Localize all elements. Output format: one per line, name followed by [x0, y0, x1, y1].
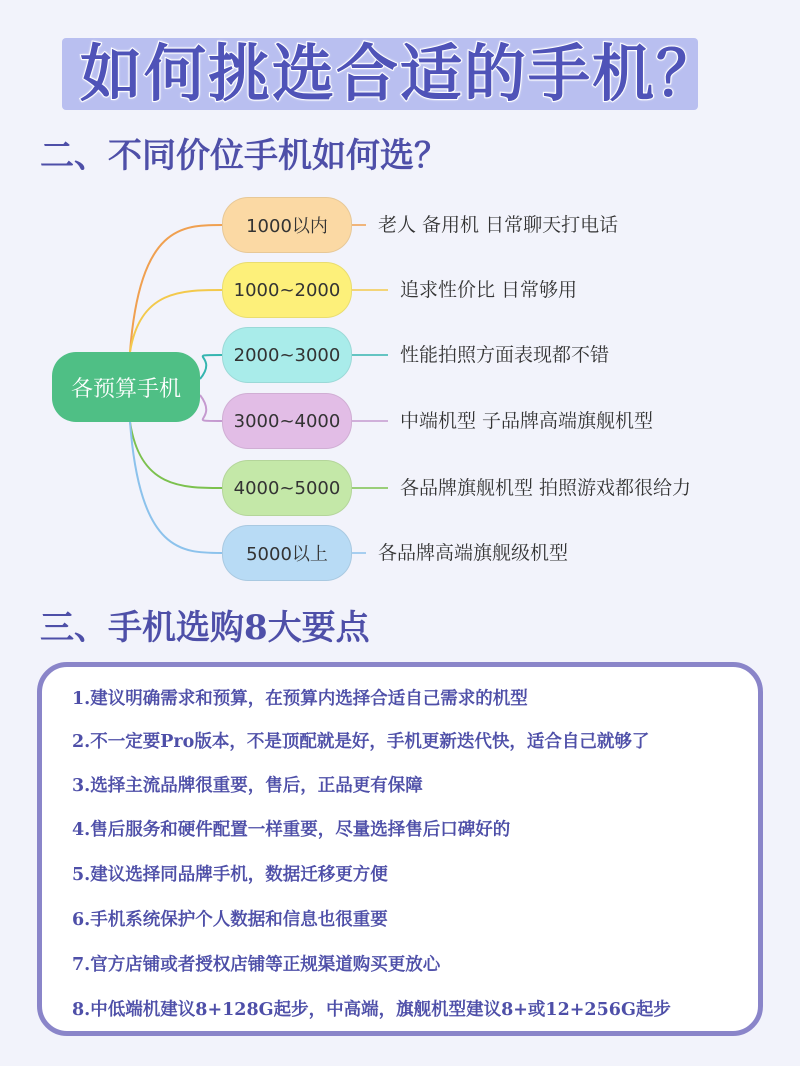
price-description-3000-4000: 中端机型 子品牌高端旗舰机型: [400, 410, 654, 432]
branch-connector: [200, 355, 222, 379]
tip-item: 2.不一定要Pro版本，不是顶配就是好，手机更新迭代快，适合自己就够了: [72, 732, 650, 752]
branch-connector: [130, 422, 222, 488]
mindmap-root-node: 各预算手机: [52, 352, 200, 422]
branch-connector: [200, 395, 222, 421]
tip-item: 4.售后服务和硬件配置一样重要，尽量选择售后口碑好的: [72, 820, 511, 840]
price-description-under-1000: 老人 备用机 日常聊天打电话: [378, 214, 619, 236]
price-node-2000-3000: 2000~3000: [222, 327, 352, 383]
section-heading-buying-tips: 三、手机选购8大要点: [40, 608, 370, 648]
tip-item: 5.建议选择同品牌手机，数据迁移更方便: [72, 865, 388, 885]
page-title: 如何挑选合适的手机？: [79, 37, 720, 110]
price-node-under-1000: 1000以内: [222, 197, 352, 253]
section-heading-price-ranges: 二、不同价位手机如何选？: [40, 136, 448, 176]
tip-item: 7.官方店铺或者授权店铺等正规渠道购买更放心: [72, 955, 441, 975]
tip-item: 1.建议明确需求和预算，在预算内选择合适自己需求的机型: [72, 689, 528, 709]
tip-item: 8.中低端机建议8+128G起步，中高端，旗舰机型建议8+或12+256G起步: [72, 1000, 671, 1020]
branch-connector: [130, 290, 222, 352]
budget-mindmap: [0, 180, 800, 600]
price-node-4000-5000: 4000~5000: [222, 460, 352, 516]
buying-tips-box: [37, 662, 763, 1036]
price-node-above-5000: 5000以上: [222, 525, 352, 581]
price-description-2000-3000: 性能拍照方面表现都不错: [400, 344, 610, 366]
tip-item: 6.手机系统保护个人数据和信息也很重要: [72, 910, 388, 930]
price-description-4000-5000: 各品牌旗舰机型 拍照游戏都很给力: [400, 477, 692, 499]
price-node-3000-4000: 3000~4000: [222, 393, 352, 449]
price-node-1000-2000: 1000~2000: [222, 262, 352, 318]
price-description-above-5000: 各品牌高端旗舰级机型: [378, 542, 569, 564]
branch-connector: [130, 225, 222, 352]
tip-item: 3.选择主流品牌很重要，售后，正品更有保障: [72, 776, 423, 796]
price-description-1000-2000: 追求性价比 日常够用: [400, 279, 578, 301]
